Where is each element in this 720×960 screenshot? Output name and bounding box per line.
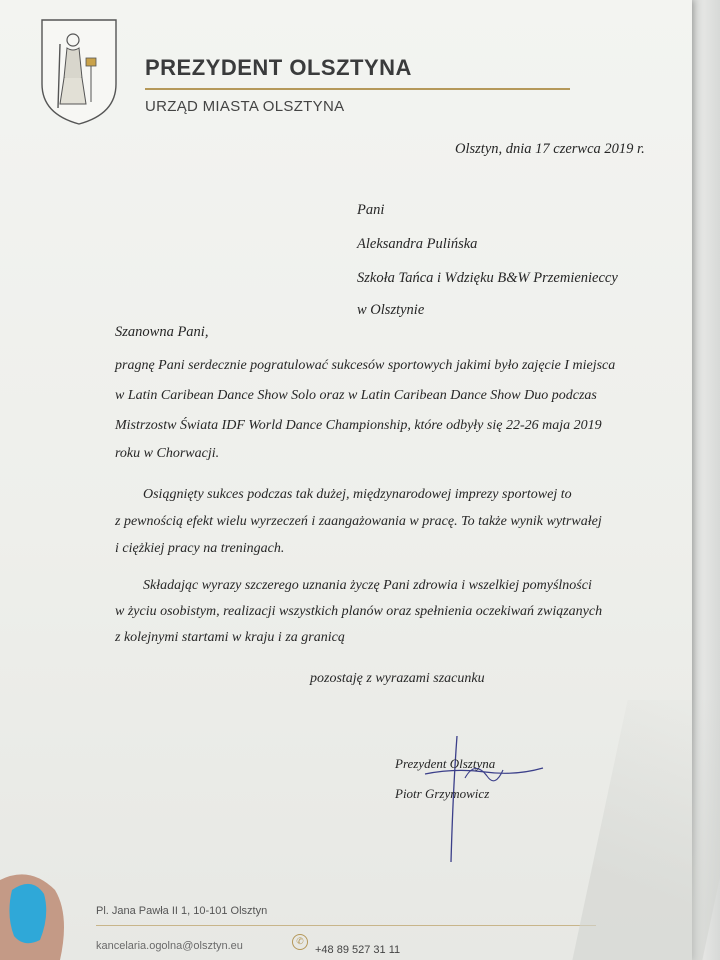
letterhead-subtitle: URZĄD MIASTA OLSZTYNA	[145, 98, 345, 115]
footer-divider	[96, 925, 596, 926]
body-line: i ciężkiej pracy na treningach.	[115, 541, 285, 556]
footer-address: Pl. Jana Pawła II 1, 10-101 Olsztyn	[96, 905, 268, 917]
recipient-line-3: Szkoła Tańca i Wdzięku B&W Przemienieccy	[357, 270, 618, 286]
body-line: Składając wyrazy szczerego uznania życzę Pani zdrowia i wszelkiej pomyślności	[143, 578, 592, 593]
recipient-line-4: w Olsztynie	[357, 302, 425, 318]
thumb-with-blue-nail	[0, 860, 70, 960]
salutation: Szanowna Pani,	[115, 324, 209, 340]
recipient-line-2: Aleksandra Pulińska	[357, 236, 478, 252]
recipient-line-1: Pani	[357, 202, 385, 218]
body-line: Osiągnięty sukces podczas tak dużej, międzynarodowej imprezy sportowej to	[143, 487, 572, 502]
body-line: pragnę Pani serdecznie pogratulować sukcesów sportowych jakimi było zajęcie I miejsca	[115, 358, 616, 373]
body-line: w Latin Caribean Dance Show Solo oraz w Latin Caribean Dance Show Duo podczas	[115, 388, 597, 403]
phone-icon: ✆	[292, 934, 308, 950]
body-line: w życiu osobistym, realizacji wszystkich planów oraz spełnienia oczekiwań związanych	[115, 604, 603, 619]
footer-email: kancelaria.ogolna@olsztyn.eu	[96, 940, 243, 952]
letterhead-title: PREZYDENT OLSZTYNA	[145, 55, 412, 80]
signatory-name: Piotr Grzymowicz	[395, 786, 490, 801]
body-line: z pewnością efekt wielu wyrzeczeń i zaangażowania w pracę. To także wynik wytrwałej	[115, 514, 602, 529]
footer-phone: +48 89 527 31 11	[315, 944, 401, 956]
body-line: Mistrzostw Świata IDF World Dance Championship, które odbyły się 22-26 maja 2019	[115, 418, 602, 433]
letterhead-divider	[145, 88, 570, 90]
signatory-title: Prezydent Olsztyna	[395, 756, 496, 771]
closing-line: pozostaję z wyrazami szacunku	[310, 671, 485, 686]
letter-date: Olsztyn, dnia 17 czerwca 2019 r.	[455, 141, 645, 157]
body-line: roku w Chorwacji.	[115, 446, 220, 461]
olsztyn-coat-of-arms-icon	[40, 18, 118, 126]
body-line: z kolejnymi startami w kraju i za granicą	[115, 630, 345, 645]
